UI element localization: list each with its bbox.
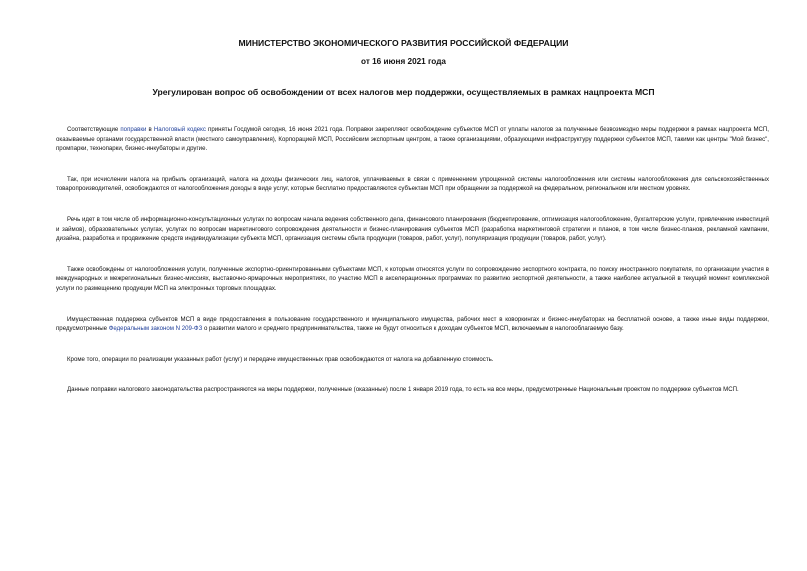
ministry-heading: МИНИСТЕРСТВО ЭКОНОМИЧЕСКОГО РАЗВИТИЯ РОССИЙСКОЙ ФЕДЕРАЦИИ (238, 38, 569, 48)
federal-law-link[interactable]: Федеральным законом N 209-ФЗ (108, 325, 203, 333)
document-title: Урегулирован вопрос об освобождении от всех налогов мер поддержки, осуществляемых в рамках нацпроекта МСП (152, 87, 655, 97)
tax-code-link[interactable]: Налоговый кодекс (153, 126, 206, 133)
paragraph-7: Данные поправки налогового законодательства распространяются на меры поддержки, полученные (оказанные) после 1 января 2019 года, то есть на все меры, предусмотренные Национальным проектом по поддержке субъектов МСП. (67, 386, 739, 394)
paragraph-1-text-a: Соответствующие (67, 126, 121, 133)
paragraph-6: Кроме того, операции по реализации указанных работ (услуг) и передаче имущественных прав освобождаются от налога на добавленную стоимость. (67, 355, 494, 363)
document-date: от 16 июня 2021 года (361, 57, 446, 66)
paragraph-3: Речь идет в том числе об информационно-консультационных услугах по вопросам начала ведения собственного дела, финансового планирования (бюджетирование, оптимизация налогообложение, бухгалтерские услуги, привлечение инвестиций и займов), образовательных услугах, услугах по вопросам маркетингового сопровождения деятельности и бизнес-планирования субъектов МСП (разработка маркетинговой стратегии и планов, в том числе бизнес-планов, рекламной кампании, дизайна, разработка и продвижение средств индивидуализации субъекта МСП, организация системы сбыта продукции (товаров, работ, услуг), популяризация продукции (товаров, работ, услуг). (56, 215, 769, 243)
paragraph-1-text-c: приняты Госдумой сегодня, 16 июня 2021 года. Поправки закрепляют освобождение субъектов МСП от уплаты налогов за полученные безвозмездно меры поддержки в рамках нацпроекта МСП, оказываемые органами государственной власти (местного самоуправления), Корпорацией МСП, Российским экспортным центром, а также организациями, образующими инфраструктуру поддержки субъектов МСП, такими как центры "Мой бизнес", промпарки, технопарки, бизнес-инкубаторы и другие. (56, 126, 769, 153)
paragraph-1 (56, 125, 769, 154)
document-body (56, 125, 769, 416)
paragraph-4: Также освобождены от налогообложения услуги, полученные экспортно-ориентированными субъектами МСП, к которым относятся услуги по сопровождению экспортного контракта, по поиску иностранного покупателя, по организации участия в международных и межрегиональных бизнес-миссиях, выставочно-ярмарочных мероприятиях, по участию МСП в акселерационных программах по развитию экспортной деятельности, а также наиболее актуальной в текущий момент комплексной услуги по размещению продукции МСП на электронных торговых площадках. (56, 265, 769, 292)
paragraph-2: Так, при исчислении налога на прибыль организаций, налога на доходы физических лиц, налогов, уплачиваемых в связи с применением упрощенной системы налогообложения или системы налогообложения для сельскохозяйственных товаропроизводителей, освобождаются от налогообложения доходы в виде услуг, которые бесплатно предоставляются субъектам МСП при обращении за поддержкой на федеральном, региональном или местном уровнях. (56, 175, 769, 193)
amendments-link[interactable]: поправки (120, 126, 147, 133)
paragraph-5 (56, 315, 769, 334)
paragraph-1-text-b: в (146, 126, 154, 133)
paragraph-5-text-a: Имущественная поддержка субъектов МСП в виде предоставления в пользование государственного и муниципального имущества, рабочих мест в коворкингах и бизнес-инкубаторах на бесплатной основе, а также иные виды поддержки, предусмотренные (56, 315, 769, 333)
paragraph-5-text-b: о развитии малого и среднего предпринимательства, также не будут относиться к доходам субъектов МСП, включаемым в налогооблагаемую базу. (202, 325, 624, 333)
